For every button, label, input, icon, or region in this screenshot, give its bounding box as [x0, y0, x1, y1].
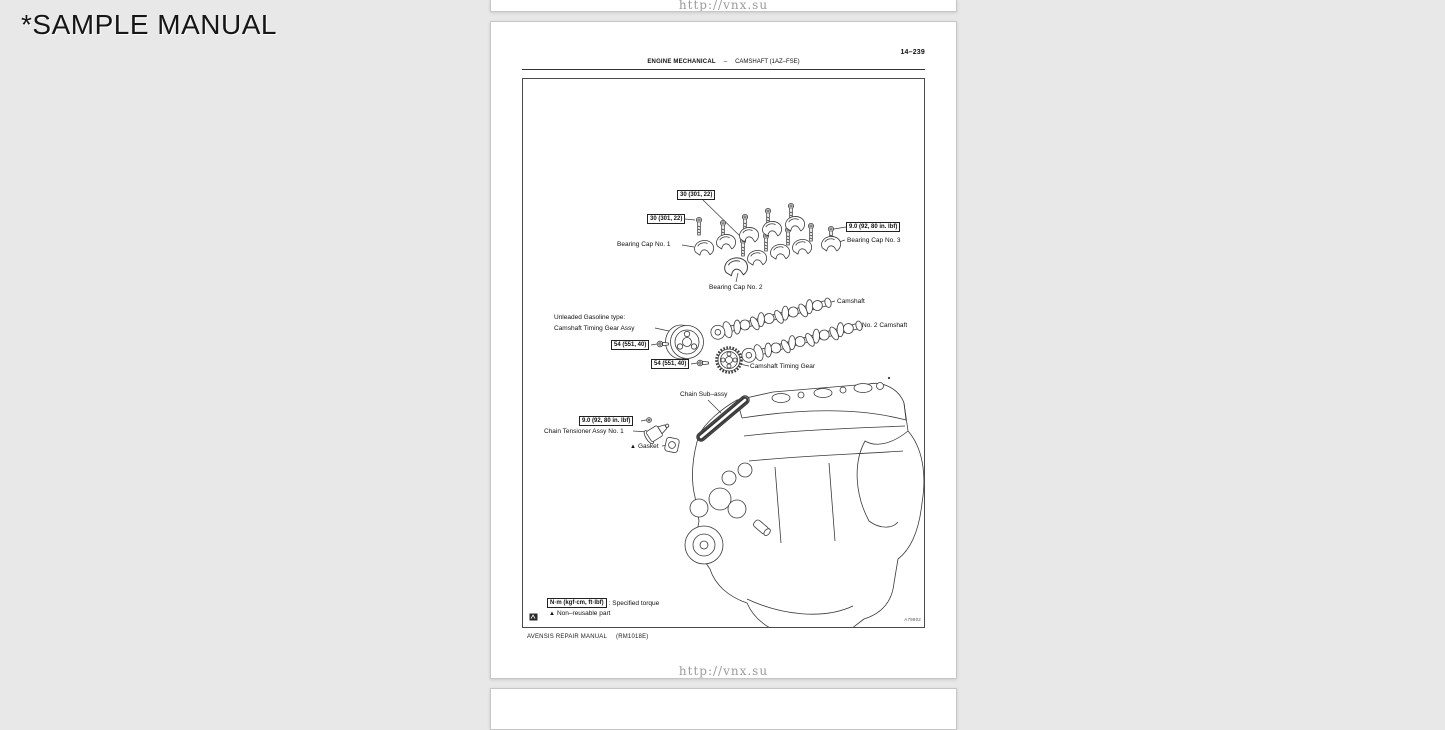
timing-gear-assy-part	[666, 325, 704, 359]
page-next-partial	[490, 688, 957, 730]
label-camshaft-timing-gear: Camshaft Timing Gear	[750, 363, 816, 370]
exploded-view-drawing	[523, 79, 924, 627]
torque-label-9-right: 9.0 (92, 80 in. lbf)	[846, 222, 900, 232]
label-bearing-cap-3: Bearing Cap No. 3	[847, 237, 901, 244]
manual-name: AVENSIS REPAIR MANUAL	[527, 634, 607, 640]
non-reusable-triangle-icon: ▲	[630, 444, 636, 450]
stray-dot	[888, 377, 890, 379]
bearing-cap-no1	[694, 239, 715, 257]
tensioner-bolt	[647, 418, 652, 423]
label-camshaft: Camshaft	[837, 298, 865, 305]
header-rule	[522, 69, 925, 70]
label-bearing-cap-2: Bearing Cap No. 2	[709, 284, 763, 291]
manual-page	[490, 21, 957, 679]
page-previous-partial	[490, 0, 957, 12]
torque-label-30-left: 30 (301, 22)	[647, 214, 685, 224]
label-gasket-text: Gasket	[637, 443, 659, 450]
legend-nonreusable-text: Non–reusable part	[556, 610, 611, 617]
label-timing-gear-assy-line2: Camshaft Timing Gear Assy	[554, 325, 635, 332]
label-timing-gear-assy-line1: Unleaded Gasoline type:	[554, 314, 626, 321]
sample-watermark-text: *SAMPLE MANUAL	[21, 9, 277, 40]
legend-nonreusable-row	[549, 610, 610, 617]
torque-label-30-top: 30 (301, 22)	[677, 190, 715, 200]
manual-code: (RM1018E)	[616, 634, 649, 640]
torque-label-9-lower: 9.0 (92, 80 in. lbf)	[579, 416, 633, 426]
torque-label-54-lower: 54 (551, 40)	[651, 359, 689, 369]
label-chain-tensioner: Chain Tensioner Assy No. 1	[544, 428, 624, 435]
torque-label-54-upper: 54 (551, 40)	[611, 340, 649, 350]
header-separator: –	[723, 59, 728, 65]
bearing-cap-no3	[821, 236, 842, 253]
non-reusable-triangle-icon: ▲	[549, 610, 555, 617]
page-number: 14–239	[900, 49, 925, 56]
timing-gear-part	[717, 348, 742, 373]
section-header	[522, 59, 925, 65]
site-watermark: http://vnx.su	[678, 664, 769, 678]
legend-torque-desc: : Specified torque	[608, 599, 660, 607]
legend-torque-row	[547, 598, 659, 608]
legend-torque-unit-box: N·m (kgf·cm, ft·lbf)	[547, 598, 607, 608]
site-watermark: http://vnx.su	[678, 0, 769, 12]
label-no2-camshaft: No. 2 Camshaft	[862, 322, 908, 329]
gasket-part	[664, 437, 680, 453]
header-title: CAMSHAFT (1AZ–FSE)	[735, 59, 800, 65]
manual-footer	[527, 634, 648, 640]
figure-code: A79802	[904, 617, 921, 622]
diagram-box	[522, 78, 925, 628]
label-bearing-cap-1: Bearing Cap No. 1	[617, 241, 671, 248]
reference-mark-icon	[529, 608, 538, 616]
header-section: ENGINE MECHANICAL	[647, 59, 716, 65]
label-chain-subassy: Chain Sub–assy	[680, 391, 728, 398]
label-gasket	[630, 443, 659, 451]
bearing-cap-no2	[723, 256, 749, 278]
